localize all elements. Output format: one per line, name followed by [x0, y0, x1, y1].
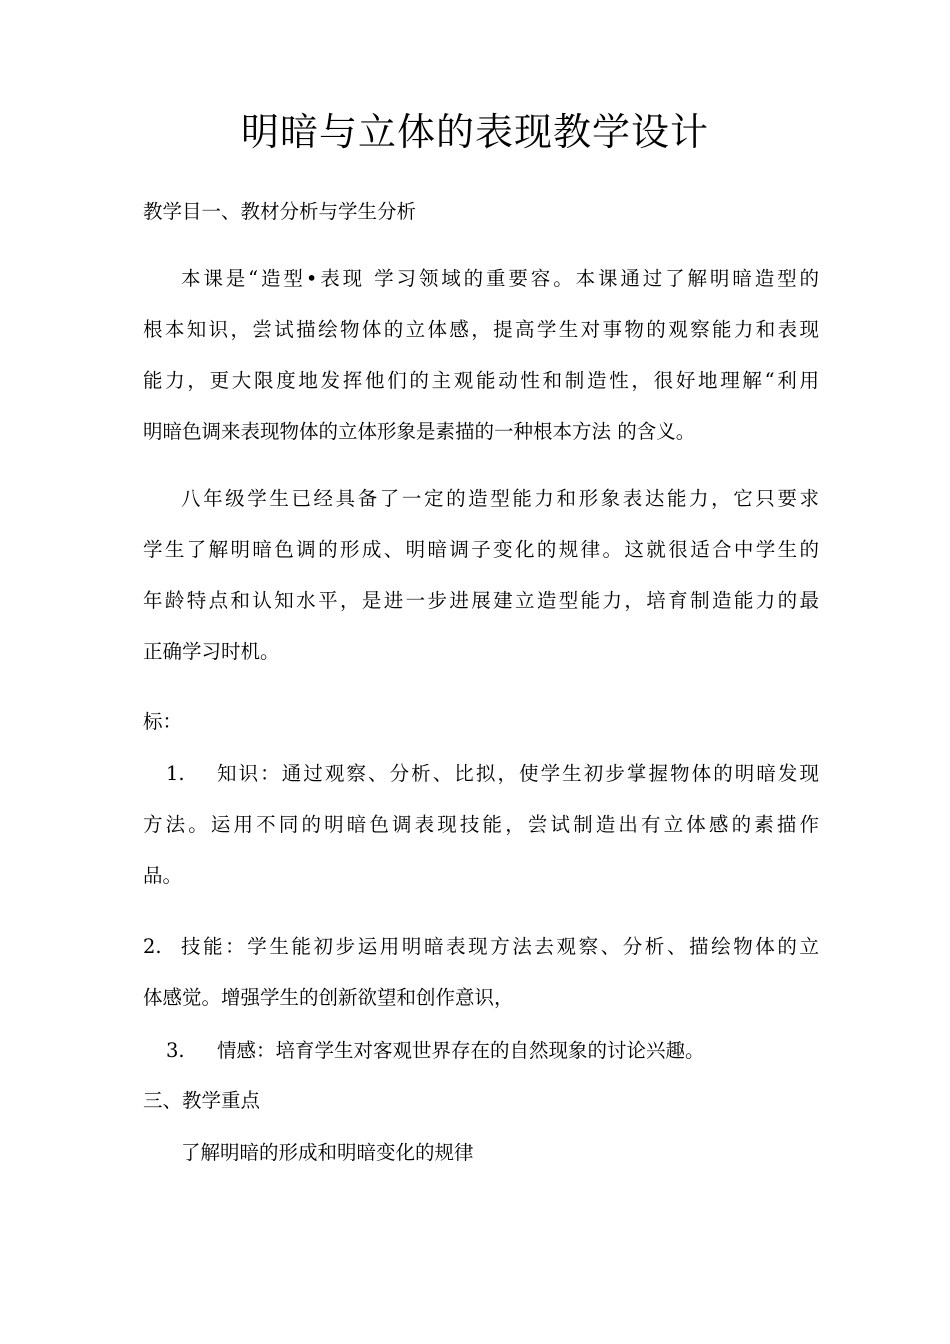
goal-number: 3.	[166, 1039, 185, 1062]
paragraph-line: 正确学习时机。	[143, 640, 280, 663]
goal-number: 2.	[143, 935, 162, 958]
paragraph-line: 根本知识，尝试描绘物体的立体感，提高学生对事物的观察能力和表现	[143, 318, 819, 341]
section-heading-analysis: 教学目一、教材分析与学生分析	[143, 200, 417, 223]
key-point-text: 了解明暗的形成和明暗变化的规律	[181, 1141, 474, 1164]
goal-line: 技能：学生能初步运用明暗表现方法去观察、分析、描绘物体的立	[181, 935, 819, 958]
goal-line: 体感觉。增强学生的创新欲望和创作意识，	[143, 986, 514, 1009]
goal-line: 方法。运用不同的明暗色调表现技能，尝试制造出有立体感的素描作	[143, 813, 819, 836]
goals-heading: 标：	[143, 710, 183, 733]
paragraph-line: 学生了解明暗色调的形成、明暗调子变化的规律。这就很适合中学生的	[143, 538, 819, 561]
paragraph-line: 本课是“造型•表现 学习领域的重要容。本课通过了解明暗造型的	[181, 267, 819, 290]
goal-line: 知识：通过观察、分析、比拟，使学生初步掌握物体的明暗发现	[217, 762, 819, 785]
paragraph-line: 八年级学生已经具备了一定的造型能力和形象表达能力，它只要求	[181, 487, 819, 510]
goal-line: 品。	[143, 864, 183, 887]
paragraph-line: 明暗色调来表现物体的立体形象是素描的一种根本方法 的含义。	[143, 420, 696, 443]
paragraph-line: 能力，更大限度地发挥他们的主观能动性和制造性，很好地理解“利用	[143, 369, 819, 392]
goal-line: 情感：培育学生对客观世界存在的自然现象的讨论兴趣。	[217, 1039, 705, 1062]
goal-number: 1.	[166, 762, 185, 785]
paragraph-line: 年龄特点和认知水平，是进一步进展建立造型能力，培育制造能力的最	[143, 589, 819, 612]
document-title: 明暗与立体的表现教学设计	[240, 110, 709, 154]
section-heading-key-points: 三、教学重点	[143, 1089, 261, 1112]
